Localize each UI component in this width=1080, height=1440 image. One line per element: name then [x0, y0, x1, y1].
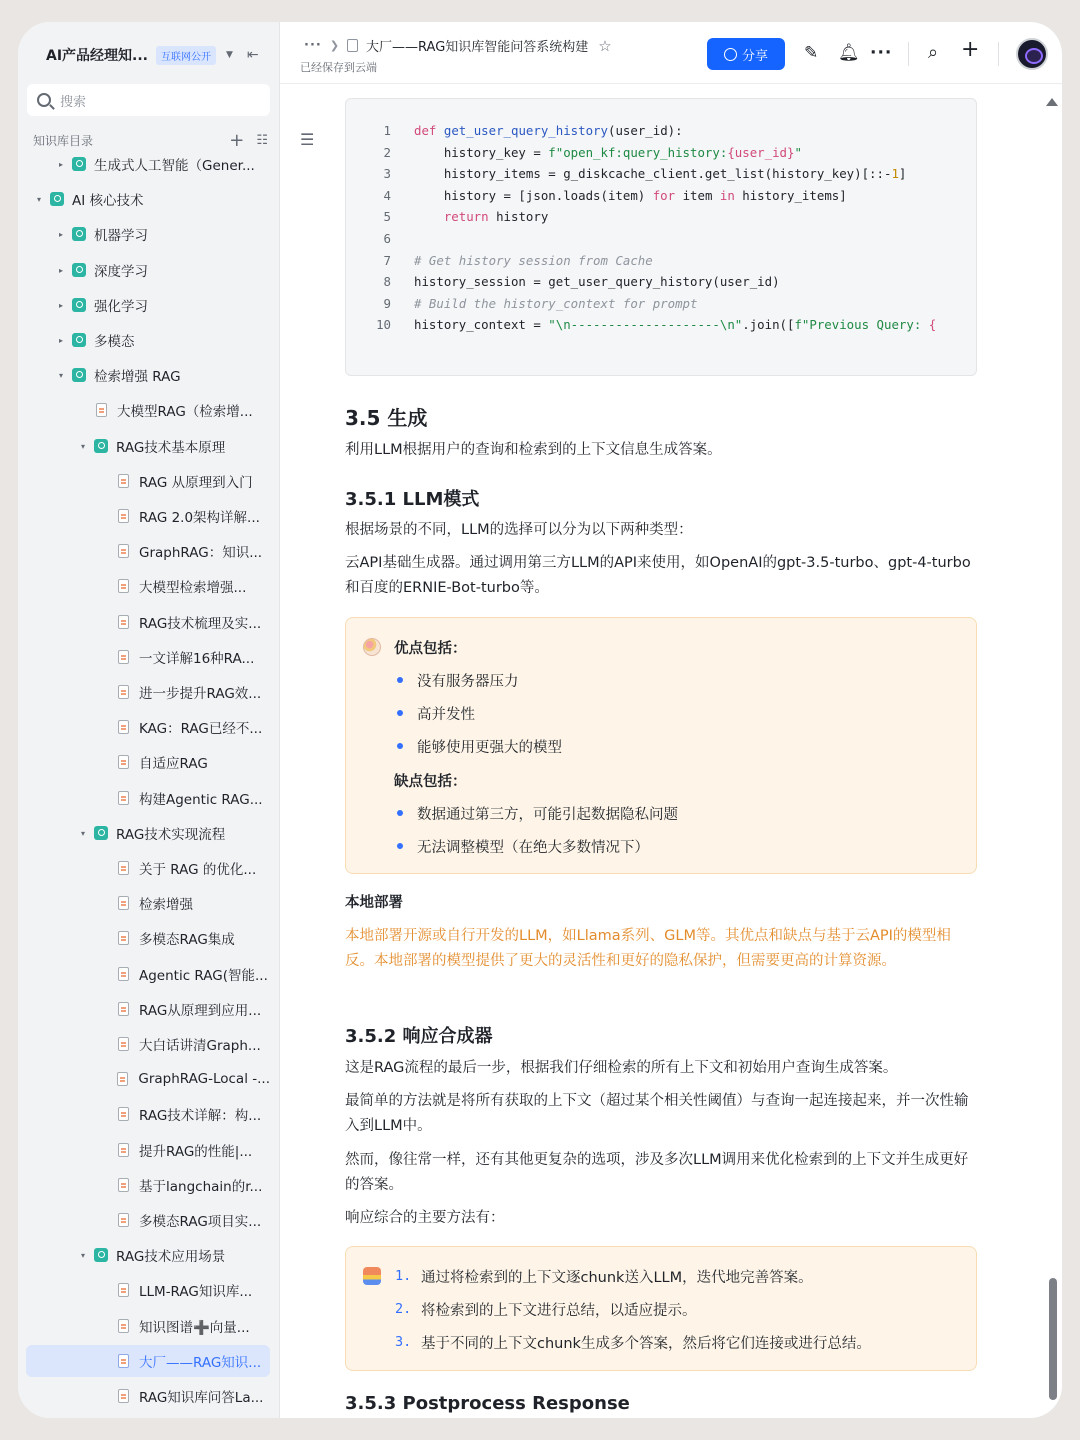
folder-icon: [72, 263, 86, 277]
code-line: [346, 231, 977, 252]
sidebar-item-label: 生成式人工智能（Gener...: [94, 158, 255, 174]
sidebar-item-label: KAG：RAG已经不...: [139, 721, 263, 737]
sidebar-item[interactable]: [26, 430, 270, 462]
code-line: [346, 145, 977, 166]
method-item: 通过将检索到的上下文逐chunk送入LLM，迭代地完善答案。: [421, 1270, 813, 1286]
search-icon: [37, 93, 51, 107]
heading-3-5-1: 3.5.1 LLM模式: [345, 489, 480, 510]
methods-callout: [345, 1246, 977, 1371]
sidebar-item[interactable]: [26, 746, 270, 778]
doc-icon: [118, 1213, 129, 1227]
code-text: history = [json.loads(item) for item in history_items]: [414, 187, 847, 203]
chevron-down-icon[interactable]: ▾: [80, 441, 85, 451]
sidebar-item-label: 构建Agentic RAG...: [139, 792, 263, 808]
subsection-title: 本地部署: [345, 895, 403, 911]
list-number: 3.: [395, 1334, 412, 1350]
code-line: [346, 296, 977, 317]
method-item: 基于不同的上下文chunk生成多个答案，然后将它们连接或进行总结。: [421, 1336, 871, 1352]
sidebar-item[interactable]: [26, 1169, 270, 1201]
line-number: 9: [383, 295, 391, 311]
chevron-right-icon[interactable]: ▸: [58, 335, 63, 345]
sidebar-item-label: 检索增强: [139, 897, 193, 913]
list-settings-icon[interactable]: ☷: [256, 133, 268, 148]
doc-icon: [117, 1072, 128, 1086]
code-line: [346, 317, 977, 338]
sidebar-item-label: RAG技术实现流程: [116, 827, 226, 843]
sidebar-item-label: RAG 2.0架构详解...: [139, 510, 260, 526]
code-text: def get_user_query_history(user_id):: [414, 123, 683, 138]
sidebar-item[interactable]: [26, 993, 270, 1025]
chevron-right-icon: ❯: [329, 39, 340, 52]
kb-title[interactable]: AI产品经理知...: [46, 48, 148, 64]
sidebar-item-label: RAG技术梳理及实...: [139, 616, 262, 632]
sidebar-item-label: AI 核心技术: [72, 193, 144, 209]
bullet: [397, 843, 403, 849]
sidebar-item[interactable]: [26, 394, 270, 426]
code-block[interactable]: [345, 98, 977, 376]
folder-icon: [94, 826, 108, 840]
share-button[interactable]: [707, 38, 785, 70]
sidebar: [18, 22, 280, 1418]
sidebar-item[interactable]: [26, 535, 270, 567]
sidebar-item-label: 提升RAG的性能|...: [139, 1144, 253, 1160]
sidebar-item-label: 多模态: [94, 334, 135, 350]
method-item: 将检索到的上下文进行总结，以适应提示。: [421, 1303, 697, 1319]
code-line: [346, 253, 977, 274]
code-line: [346, 123, 977, 144]
doc-icon: [118, 650, 129, 664]
sidebar-item[interactable]: [26, 1239, 270, 1271]
sidebar-item[interactable]: [26, 1310, 270, 1342]
chevron-right-icon[interactable]: ▸: [58, 229, 63, 239]
line-number: 5: [383, 209, 391, 225]
sidebar-item[interactable]: [26, 711, 270, 743]
sidebar-item-label: RAG技术详解：构...: [139, 1108, 262, 1124]
doc-icon: [118, 755, 129, 769]
sidebar-item-label: 大白话讲清Graph...: [139, 1038, 261, 1054]
line-number: 2: [383, 144, 391, 160]
collapse-sidebar-icon[interactable]: ⇤: [246, 47, 259, 63]
bell-icon[interactable]: 🔔︎: [838, 43, 860, 63]
sidebar-item[interactable]: [26, 817, 270, 849]
sidebar-item-label: 一文详解16种RA...: [139, 651, 255, 667]
sidebar-item-label: 多模态RAG集成: [139, 932, 235, 948]
cons-item: 无法调整模型（在绝大多数情况下）: [417, 840, 649, 856]
doc-icon: [118, 1389, 129, 1403]
paragraph: 利用LLM根据用户的查询和检索到的上下文信息生成答案。: [345, 442, 722, 458]
sidebar-item[interactable]: [26, 500, 270, 532]
cons-title: 缺点包括：: [394, 774, 467, 790]
folder-icon: [72, 368, 86, 382]
kb-header: [46, 44, 266, 66]
heading-3-5-3: 3.5.3 Postprocess Response: [345, 1393, 630, 1414]
heading-3-5-2: 3.5.2 响应合成器: [345, 1026, 493, 1047]
sidebar-item[interactable]: [26, 183, 270, 215]
sidebar-item[interactable]: [26, 324, 270, 356]
doc-icon: [96, 403, 107, 417]
sidebar-item[interactable]: [26, 1274, 270, 1306]
doc-icon: [118, 931, 129, 945]
search-placeholder: 搜索: [60, 94, 87, 110]
pros-title: 优点包括：: [394, 641, 467, 657]
doc-icon: [118, 1178, 129, 1192]
folder-icon: [94, 1248, 108, 1262]
more-icon[interactable]: ···: [870, 43, 893, 63]
doc-icon: [118, 474, 129, 488]
code-line: [346, 166, 977, 187]
sidebar-item-label: 大模型RAG（检索增...: [117, 404, 253, 420]
doc-icon: [118, 1143, 129, 1157]
sidebar-item[interactable]: [26, 958, 270, 990]
saved-status: 已经保存到云端: [300, 61, 377, 74]
sidebar-item-label: GraphRAG：知识...: [139, 545, 263, 561]
sidebar-item[interactable]: [26, 852, 270, 884]
sidebar-item[interactable]: [26, 922, 270, 954]
sidebar-item-label: 大厂——RAG知识...: [139, 1355, 262, 1371]
sidebar-item-label: 机器学习: [94, 228, 148, 244]
bullet: [397, 710, 403, 716]
sidebar-item[interactable]: [26, 1380, 270, 1412]
folder-icon: [72, 157, 86, 171]
star-icon[interactable]: ☆: [598, 36, 612, 55]
sidebar-item-label: 强化学习: [94, 299, 148, 315]
chevron-down-icon[interactable]: ▾: [36, 194, 41, 204]
edit-icon[interactable]: ✎: [804, 43, 819, 63]
folder-icon: [94, 439, 108, 453]
line-number: 10: [376, 317, 391, 333]
list-number: 1.: [395, 1268, 412, 1284]
sidebar-item[interactable]: [26, 782, 270, 814]
sidebar-item-label: 关于 RAG 的优化...: [139, 862, 257, 878]
sidebar-item[interactable]: [26, 887, 270, 919]
doc-icon: [118, 1037, 129, 1051]
sidebar-item[interactable]: [26, 218, 270, 250]
code-text: return history: [443, 209, 549, 225]
chevron-right-icon[interactable]: ▸: [58, 265, 63, 275]
sunrise-icon: [363, 1267, 381, 1285]
avatar[interactable]: [1016, 38, 1048, 70]
paragraph: 云API基础生成器。通过调用第三方LLM的API来使用，如OpenAI的gpt-3.5-turbo、gpt-4-turbo和百度的ERNIE-Bot-turbo等。: [345, 555, 971, 596]
chevron-right-icon[interactable]: ▸: [58, 300, 63, 310]
bullet: [397, 810, 403, 816]
sidebar-item-label: RAG技术基本原理: [116, 440, 226, 456]
doc-title[interactable]: 大厂——RAG知识库智能问答系统构建: [366, 40, 589, 55]
doc-icon: [347, 39, 358, 52]
paragraph: 响应综合的主要方法有：: [345, 1210, 505, 1226]
sidebar-item[interactable]: [26, 570, 270, 602]
doc-icon: [118, 544, 129, 558]
sidebar-item-label: 大模型检索增强...: [139, 580, 247, 596]
code-text: history_session = get_user_query_history(user_id): [414, 274, 780, 290]
doc-icon: [118, 509, 129, 523]
breadcrumb-more-icon[interactable]: ···: [304, 38, 322, 53]
doc-icon: [118, 1107, 129, 1121]
sidebar-item[interactable]: [26, 359, 270, 391]
line-number: 3: [383, 166, 391, 182]
sidebar-item-label: RAG 从原理到入门: [139, 475, 253, 491]
pros-cons-callout: [345, 617, 977, 874]
paragraph: 然而，像往常一样，还有其他更复杂的选项，涉及多次LLM调用来优化检索到的上下文并生成更好的答案。: [345, 1152, 969, 1193]
code-line: [346, 209, 977, 230]
doc-icon: [118, 1002, 129, 1016]
sidebar-item[interactable]: [26, 606, 270, 638]
line-number: 6: [383, 231, 391, 246]
doc-icon: [118, 861, 129, 875]
pros-item: 能够使用更强大的模型: [417, 740, 562, 756]
folder-icon: [72, 298, 86, 312]
sidebar-item[interactable]: [26, 1028, 270, 1060]
divider: [998, 42, 999, 66]
doc-icon: [118, 1319, 129, 1333]
doc-icon: [118, 720, 129, 734]
sidebar-item-label: RAG从原理到应用...: [139, 1003, 262, 1019]
chevron-down-icon[interactable]: ▾: [58, 370, 63, 380]
chevron-down-icon[interactable]: ▼: [226, 50, 233, 60]
top-bar: [280, 22, 1062, 84]
list-number: 2.: [395, 1301, 412, 1317]
code-text: # Get history session from Cache: [414, 252, 653, 268]
search-input[interactable]: [27, 84, 270, 116]
chevron-down-icon[interactable]: ▾: [80, 828, 85, 838]
heading-3-5: 3.5 生成: [345, 406, 428, 430]
bullet: [397, 743, 403, 749]
bullet: [397, 677, 403, 683]
sidebar-item[interactable]: [26, 1204, 270, 1236]
sidebar-item-label: RAG知识库问答La...: [139, 1390, 264, 1406]
sidebar-item[interactable]: [26, 148, 270, 180]
sidebar-item[interactable]: [26, 1098, 270, 1130]
directory-label: 知识库目录: [33, 134, 94, 148]
pros-item: 没有服务器压力: [417, 674, 519, 690]
scroll-up-arrow[interactable]: [1046, 98, 1058, 106]
chevron-down-icon[interactable]: ▾: [80, 1250, 85, 1260]
new-icon[interactable]: +: [961, 37, 980, 62]
doc-icon: [118, 967, 129, 981]
doc-icon: [118, 791, 129, 805]
sidebar-item-label: 自适应RAG: [139, 756, 208, 772]
doc-icon: [118, 1354, 129, 1368]
sidebar-item[interactable]: [26, 1063, 270, 1095]
line-number: 4: [383, 187, 391, 203]
palette-icon: [363, 638, 381, 656]
code-text: # Build the history_context for prompt: [414, 295, 698, 311]
code-text: history_context = "\n--------------------\n".join([f"Previous Query: {: [414, 317, 937, 333]
sidebar-item[interactable]: [26, 676, 270, 708]
sidebar-item-label: GraphRAG-Local -...: [138, 1071, 270, 1087]
line-number: 8: [383, 274, 391, 290]
folder-icon: [72, 227, 86, 241]
sidebar-item[interactable]: [26, 289, 270, 321]
code-line: [346, 274, 977, 295]
cons-item: 数据通过第三方，可能引起数据隐私问题: [417, 807, 678, 823]
code-line: [346, 188, 977, 209]
sidebar-item-label: 深度学习: [94, 264, 148, 280]
line-number: 7: [383, 252, 391, 268]
global-search-icon[interactable]: ⌕: [928, 42, 939, 63]
highlight-paragraph: 本地部署开源或自行开发的LLM，如Llama系列、GLM等。其优点和缺点与基于云API的模型相反。本地部署的模型提供了更大的灵活性和更好的隐私保护，但需要更高的计算资源。: [345, 928, 951, 969]
doc-icon: [118, 685, 129, 699]
sidebar-item[interactable]: [26, 254, 270, 286]
add-icon[interactable]: +: [229, 130, 245, 151]
sidebar-item[interactable]: [26, 1134, 270, 1166]
chevron-right-icon[interactable]: ▸: [58, 159, 63, 169]
sidebar-item[interactable]: [26, 465, 270, 497]
toc-icon[interactable]: ☰: [300, 130, 315, 149]
code-text: history_key = f"open_kf:query_history:{user_id}": [414, 144, 802, 160]
sidebar-item-label: 多模态RAG项目实...: [139, 1214, 262, 1230]
doc-icon: [118, 896, 129, 910]
app-window: [18, 22, 1062, 1418]
kb-badge: 互联网公开: [156, 46, 216, 65]
breadcrumb: [304, 36, 612, 55]
doc-icon: [118, 1283, 129, 1297]
folder-icon: [72, 333, 86, 347]
globe-icon: [724, 48, 737, 61]
sidebar-item[interactable]: [26, 1345, 270, 1377]
doc-icon: [118, 615, 129, 629]
sidebar-item[interactable]: [26, 641, 270, 673]
sidebar-item-label: 知识图谱➕向量...: [139, 1320, 250, 1336]
pros-item: 高并发性: [417, 707, 475, 723]
doc-icon: [118, 579, 129, 593]
sidebar-item-label: Agentic RAG(智能...: [139, 968, 268, 984]
paragraph: 最简单的方法就是将所有获取的上下文（超过某个相关性阈值）与查询一起连接起来，并一次性输入到LLM中。: [345, 1093, 969, 1134]
share-label: 分享: [741, 48, 768, 64]
sidebar-item-label: RAG技术应用场景: [116, 1249, 226, 1265]
line-number: 1: [383, 123, 391, 138]
scrollbar-thumb[interactable]: [1049, 1278, 1057, 1400]
sidebar-item-label: 检索增强 RAG: [94, 369, 181, 385]
sidebar-item-label: 基于langchain的r...: [139, 1179, 263, 1195]
folder-icon: [50, 192, 64, 206]
paragraph: 根据场景的不同，LLM的选择可以分为以下两种类型：: [345, 522, 693, 538]
sidebar-item-label: LLM-RAG知识库...: [139, 1284, 253, 1300]
divider: [908, 42, 909, 66]
code-text: history_items = g_diskcache_client.get_list(history_key)[::-1]: [414, 166, 907, 182]
paragraph: 这是RAG流程的最后一步，根据我们仔细检索的所有上下文和初始用户查询生成答案。: [345, 1060, 898, 1076]
sidebar-item-label: 进一步提升RAG效...: [139, 686, 262, 702]
